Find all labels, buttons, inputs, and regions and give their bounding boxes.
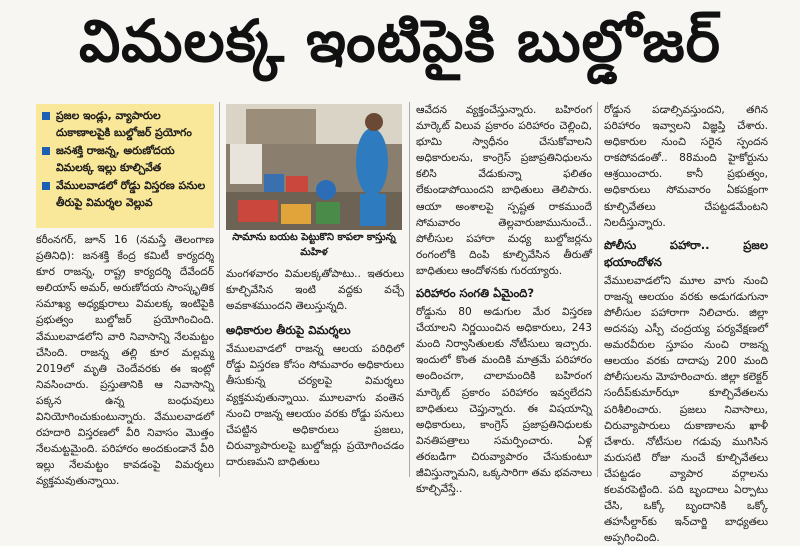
column-2 [226, 266, 404, 470]
highlights-box [36, 104, 214, 228]
article-text: రోడ్డును 80 అడుగుల మేర విస్తరణ చేయాలని నిర్ణయించిన అధికారులు, 243 మంది నిర్వాసితులకు నోటీసులు ఇచ్చారు. ఇందులో కొంత మందికి మాత్రమే పరిహారం అందించగా, చాలామందికి బహిరంగ మార్కెట్ ప్రకారం పరిహారం ఇవ్వలేదని బాధితులు చెప్తున్నారు. ఈ విషయాన్ని అధికారులు, కాంగ్రెస్ ప్రజాప్రతినిధులకు వినతిపత్రాలు సమర్పించారు. ఏళ్ల తరబడిగా చిరువ్యాపారం చేసుకుంటూ జీవిస్తున్నామని, ఒక్కసారిగా తమ భవనాలు కూల్చివేస్తే.. [416, 306, 592, 496]
column-1 [36, 232, 214, 490]
article-text: ఆవేదన వ్యక్తంచేస్తున్నారు. బహిరంగ మార్కెట్ విలువ ప్రకారం పరిహారం చెల్లించి, భూమి స్వాధీనం చేసుకోవాలని అధికారులను, కాంగ్రెస్ ప్రజాప్రతినిధులను కలిసి వేడుకున్నా ఫలితం లేకుండాపోయిందని బాధితులు తెలిపారు. ఆయా అంశాలపై స్పష్టత రాకముందే సోమవారం తెల్లవారుజామునుంచే.. పోలీసుల పహారా మధ్య బుల్డోజర్లను రంగంలోకి దింపి కూల్చివేసిన తీరుతో బాధితులు ఆందోళనకు గురయ్యారు. [416, 104, 592, 277]
bullet-square-icon [42, 112, 50, 120]
column-3 [416, 102, 592, 497]
headline: విమలక్క ఇంటిపైకి బుల్డోజర్ [78, 6, 722, 75]
column-4 [604, 102, 768, 546]
news-photo [226, 104, 402, 230]
article-text: రోడ్డున పడాల్సివస్తుందని, తగిన పరిహారం ఇవ్వాలని విజ్ఞప్తి చేశారు. అధికారుల నుంచి సరైన స్పందన రాకపోవడంతో.. 88మంది హైకోర్టును ఆశ్రయించారు. కానీ ప్రభుత్వం, అధికారులు సోమవారం ఏకపక్షంగా కూల్చివేతలు చేపట్టడమేంటని నిలదీస్తున్నారు. [604, 104, 768, 229]
highlight-item: జనశక్తి రాజన్న, అరుణోదయ విమలక్క ఇల్లు కూల్చివేత [42, 143, 210, 176]
column-divider [219, 102, 220, 477]
article-lead: కరీంనగర్, జూన్ 16 (నమస్తే తెలంగాణ ప్రతినిధి): జనశక్తి కేంద్ర కమిటీ కార్యదర్శి కూర రాజన్న, రాష్ట్ర కార్యదర్శి దేవేందర్ అలియాస్ అమర్, అరుణోదయ సాంస్కృతిక సమాఖ్య అధ్యక్షురాలు విమలక్క ఇంటిపైకి ప్రభుత్వం బుల్డోజర్ ప్రయోగించింది. వేములవాడలోని వారి నివాసాన్ని నేలమట్టం చేసింది. రాజన్న తల్లి కూర మల్లమ్మ 2019లో మృతి చెందేవరకు ఈ ఇంట్లో నివసించారు. ప్రస్తుతానికి ఆ నివాసాన్ని పక్కన ఉన్న బంధువులు వినియోగించుకుంటున్నారు. వేములవాడలో రహదారి విస్తరణలో వీరి నివాసం మొత్తం నేలమట్టమైంది. పరిహారం అందకుండానే వీరి ఇల్లు నేలమట్టం కావడంపై విమర్శలు వ్యక్తమవుతున్నాయి. [36, 234, 214, 488]
highlight-item: వేములవాడలో రోడ్డు విస్తరణ పనుల తీరుపై విమర్శల వెల్లువ [42, 178, 210, 211]
column-divider [597, 102, 598, 477]
bullet-square-icon [42, 182, 50, 190]
highlight-item: ప్రజల ఇండ్లు, వ్యాపారుల దుకాణాలపైకి బుల్డోజర్ ప్రయోగం [42, 108, 210, 141]
photo-caption: సామాను బయట పెట్టుకొని కాపలా కాస్తున్న మహిళ [232, 232, 396, 258]
bullet-square-icon [42, 147, 50, 155]
article-text: వేములవాడలోని మూల వాగు నుంచి రాజన్న ఆలయం వరకు అడుగడుగునా పోలీసుల పహారాగా నిలిచారు. జిల్లా అదనపు ఎస్పీ చంద్రయ్య పర్యవేక్షణలో అమరవీరుల స్తూపం నుంచి రాజన్న ఆలయం వరకు దాదాపు 200 మంది పోలీసులను మోహరించారు. జిల్లా కలెక్టర్ సందీప్‌కుమార్‌ఝా కూల్చివేతలను పరిశీలించారు. ప్రజలు నివాసాలు, చిరువ్యాపారులు దుకాణాలను ఖాళీ చేశారు. నోటీసుల గడువు ముగిసిన మరుసటి రోజు నుంచే కూల్చివేతలు చేపట్టడం వ్యాపార వర్గాలను కలవరపెట్టింది. పది బృందాలు ఏర్పాటు చేసి, ఒక్కో బృందానికి ఒక్కో తహసీల్దార్‌కు ఇన్‌చార్జి బాధ్యతలు అప్పగించింది. [604, 274, 768, 545]
subheading: పోలీసు పహారా.. ప్రజల భయాందోళన [604, 237, 768, 269]
article-text: మంగళవారం విమలక్కతోపాటు.. ఇతరులు కూల్చివేసిన ఇంటి వద్దకు వచ్చే అవకాశముందని తెలుస్తున్నది. [226, 268, 404, 313]
column-divider [409, 102, 410, 477]
subheading: అధికారుల తీరుపై విమర్శలు [226, 323, 351, 338]
article-text: వేములవాడలో రాజన్న ఆలయ పరిధిలో రోడ్డు విస్తరణ కోసం సోమవారం అధికారులు తీసుకున్న చర్యలపై విమర్శలు వ్యక్తమవుతున్నాయి. మూలవాగు వంతెన నుంచి రాజన్న ఆలయం వరకు రోడ్డు పనులు చేపట్టిన అధికారులు ప్రజలు, చిరువ్యాపారులపై బుల్డోజర్లు ప్రయోగించడం దారుణమని బాధితులు [226, 343, 404, 468]
subheading: పరిహారం సంగతి ఏమైంది? [416, 286, 535, 301]
